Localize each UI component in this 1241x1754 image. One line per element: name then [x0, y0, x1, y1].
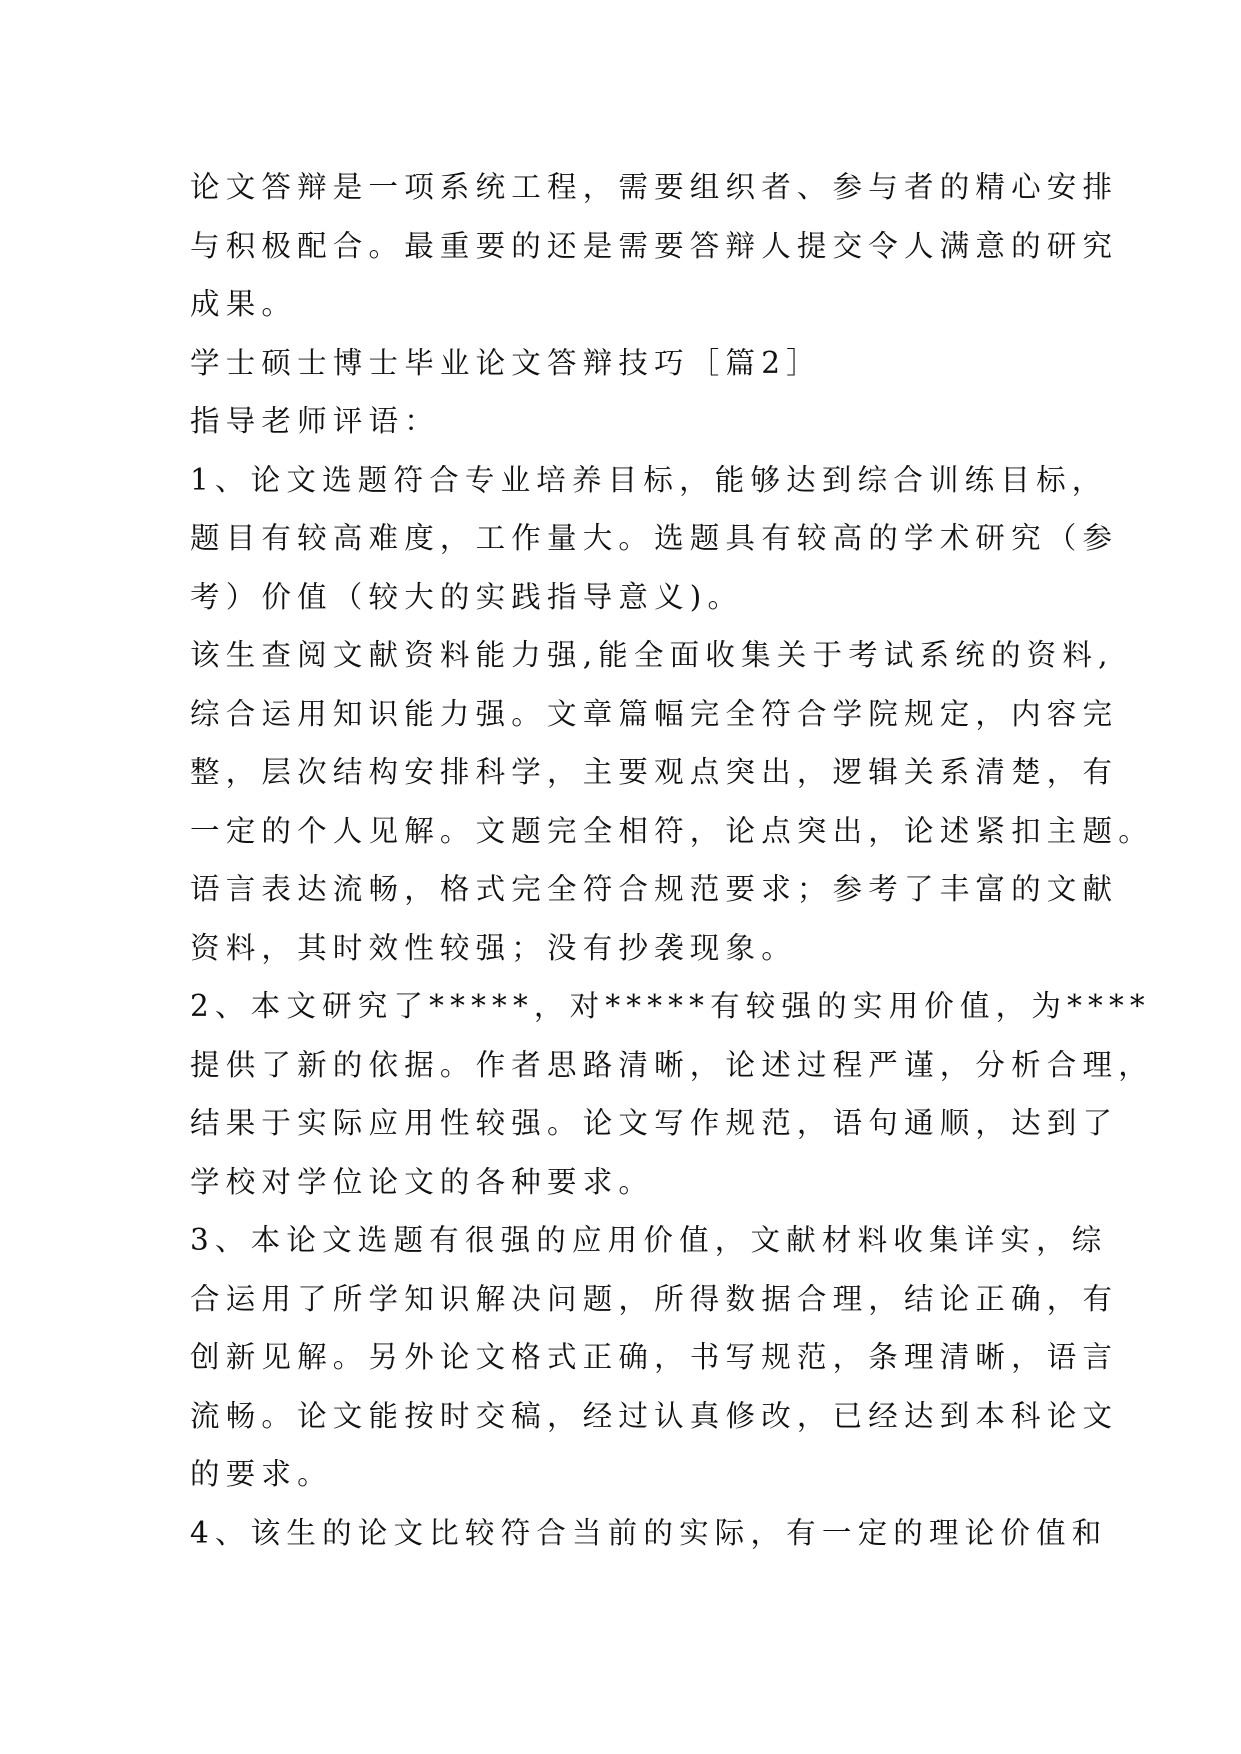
text-line: 学校对学位论文的各种要求。: [190, 1164, 655, 1199]
text-line: 论文答辩是一项系统工程，需要组织者、参与者的精心安排: [190, 170, 1119, 204]
text-line: 1、论文选题符合专业培养目标，能够达到综合训练目标，: [190, 462, 1108, 497]
document-page: [190, 158, 1154, 1562]
text-line: 与积极配合。最重要的还是需要答辩人提交令人满意的研究: [190, 228, 1119, 263]
comment-item-4: [190, 1504, 1108, 1563]
text-line: 该生查阅文献资料能力强,能全面收集关于考试系统的资料,: [190, 638, 1114, 672]
comment-item-2: [190, 977, 1154, 1211]
text-line: 2、本文研究了*****，对*****有较强的实用价值，为****: [190, 989, 1151, 1023]
heading-line: 学士硕士博士毕业论文答辩技巧［篇2］: [190, 345, 822, 380]
section-heading: [190, 334, 1060, 393]
advisor-comments-label: [190, 392, 1060, 451]
comment-item-1-continued: [190, 626, 1154, 977]
text-line: 的要求。: [190, 1457, 333, 1491]
text-line: 结果于实际应用性较强。论文写作规范，语句通顺，达到了: [190, 1106, 1119, 1140]
text-line: 指导老师评语：: [190, 404, 440, 438]
text-line: 综合运用知识能力强。文章篇幅完全符合学院规定，内容完: [190, 696, 1119, 731]
text-line: 整，层次结构安排科学，主要观点突出，逻辑关系清楚，有: [190, 755, 1119, 789]
text-line: 合运用了所学知识解决问题，所得数据合理，结论正确，有: [190, 1281, 1119, 1316]
text-line: 资料，其时效性较强；没有抄袭现象。: [190, 930, 797, 965]
text-line: 4、该生的论文比较符合当前的实际，有一定的理论价值和: [190, 1515, 1108, 1550]
text-line: 考）价值（较大的实践指导意义)。: [190, 579, 744, 614]
text-line: 流畅。论文能按时交稿，经过认真修改，已经达到本科论文: [190, 1398, 1119, 1433]
comment-item-1: [190, 451, 1119, 627]
text-line: 题目有较高难度，工作量大。选题具有较高的学术研究（参: [190, 521, 1119, 555]
text-line: 成果。: [190, 287, 298, 321]
paragraph-defense-intro: [190, 158, 1119, 334]
text-line: 创新见解。另外论文格式正确，书写规范，条理清晰，语言: [190, 1340, 1119, 1374]
text-line: 提供了新的依据。作者思路清晰，论述过程严谨，分析合理，: [190, 1047, 1154, 1082]
comment-item-3: [190, 1211, 1119, 1504]
text-line: 一定的个人见解。文题完全相符，论点突出，论述紧扣主题。: [190, 813, 1154, 848]
text-line: 语言表达流畅，格式完全符合规范要求；参考了丰富的文献: [190, 872, 1119, 906]
text-line: 3、本论文选题有很强的应用价值，文献材料收集详实，综: [190, 1223, 1108, 1257]
